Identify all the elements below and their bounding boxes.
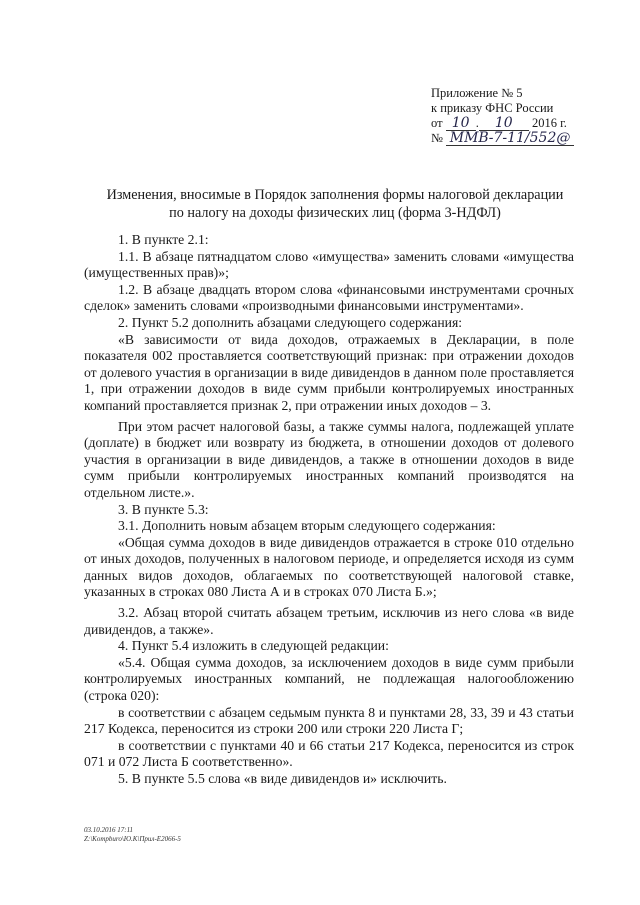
approval-line-2: к приказу ФНС России	[431, 101, 554, 115]
paragraph: 3.2. Абзац второй считать абзацем третьим, исключив из него слова «в виде дивидендов, а также».	[84, 605, 574, 637]
file-path-footer	[84, 826, 181, 843]
paragraph: в соответствии с пунктами 40 и 66 статьи 217 Кодекса, переносится из строк 071 и 072 Листа Б соответственно».	[84, 737, 574, 770]
paragraph: 3.1. Дополнить новым абзацем вторым следующего содержания:	[118, 518, 496, 534]
paragraph: 1.1. В абзаце пятнадцатом слово «имущества» заменить словами «имущества (имущественных прав)»;	[84, 248, 574, 281]
approval-block	[431, 86, 631, 146]
paragraph: «В зависимости от вида доходов, отражаемых в Декларации, в поле показателя 002 проставляется соответствующий признак: при отражении доходов от долевого участия в организации в виде дивидендов в данном поле проставляется 1, при отражении доходов в виде сумм прибыли контролируемых иностранных компаний проставляется признак 2, при отражении иных доходов – 3.	[84, 331, 574, 413]
footer-file-path: Z:\Kompburo\Ю.К\Прил-Е2066-5	[84, 834, 181, 843]
date-year: 2016 г.	[531, 116, 567, 130]
paragraph: «5.4. Общая сумма доходов, за исключением доходов в виде сумм прибыли контролируемых иностранных компаний, не подлежащая налогообложению (строка 020):	[84, 654, 574, 704]
document-body	[84, 232, 574, 788]
date-day-handwritten: 10	[446, 117, 476, 131]
paragraph: 4. Пункт 5.4 изложить в следующей редакции:	[118, 638, 389, 654]
order-number-handwritten: ММВ-7-11/552@	[446, 132, 574, 146]
paragraph: «Общая сумма доходов в виде дивидендов отражается в строке 010 отдельно от иных доходов, полученных в налоговом периоде, и определяется исходя из сумм данных видов доходов, облагаемых по соответствующей налоговой ставке, указанных в строках 080 Листа А и в строках 070 Листа Б.»;	[84, 534, 574, 600]
paragraph: 1.2. В абзаце двадцать втором слова «финансовыми инструментами срочных сделок» заменить словами «производными финансовыми инструментами».	[84, 281, 574, 314]
approval-number: № ММВ-7-11/552@	[431, 131, 631, 146]
date-month-handwritten: 10	[479, 117, 529, 131]
paragraph: При этом расчет налоговой базы, а также суммы налога, подлежащей уплате (доплате) в бюджет или возврату из бюджета, в отношении доходов от долевого участия в организации в виде дивидендов, а также в отношении доходов в виде сумм прибыли контролируемых иностранных компаний производятся на отдельном листе.».	[84, 418, 574, 500]
paragraph: 2. Пункт 5.2 дополнить абзацами следующего содержания:	[118, 314, 463, 330]
approval-date: от 10 . 10 2016 г.	[431, 115, 567, 131]
title-line-2: по налогу на доходы физических лиц (форма 3-НДФЛ)	[169, 205, 501, 221]
footer-timestamp: 03.10.2016 17:11	[84, 826, 134, 834]
document-title	[70, 186, 600, 222]
paragraph: 5. В пункте 5.5 слова «в виде дивидендов и» исключить.	[118, 771, 447, 786]
paragraph: в соответствии с абзацем седьмым пункта 8 и пунктами 28, 33, 39 и 43 статьи 217 Кодекса, переносится из строки 200 или строки 220 Листа Г;	[84, 704, 574, 737]
paragraph: 3. В пункте 5.3:	[118, 501, 209, 517]
approval-line-1: Приложение № 5	[431, 86, 523, 100]
paragraph: 1. В пункте 2.1:	[118, 232, 209, 247]
title-line-1: Изменения, вносимые в Порядок заполнения формы налоговой декларации	[106, 187, 564, 203]
